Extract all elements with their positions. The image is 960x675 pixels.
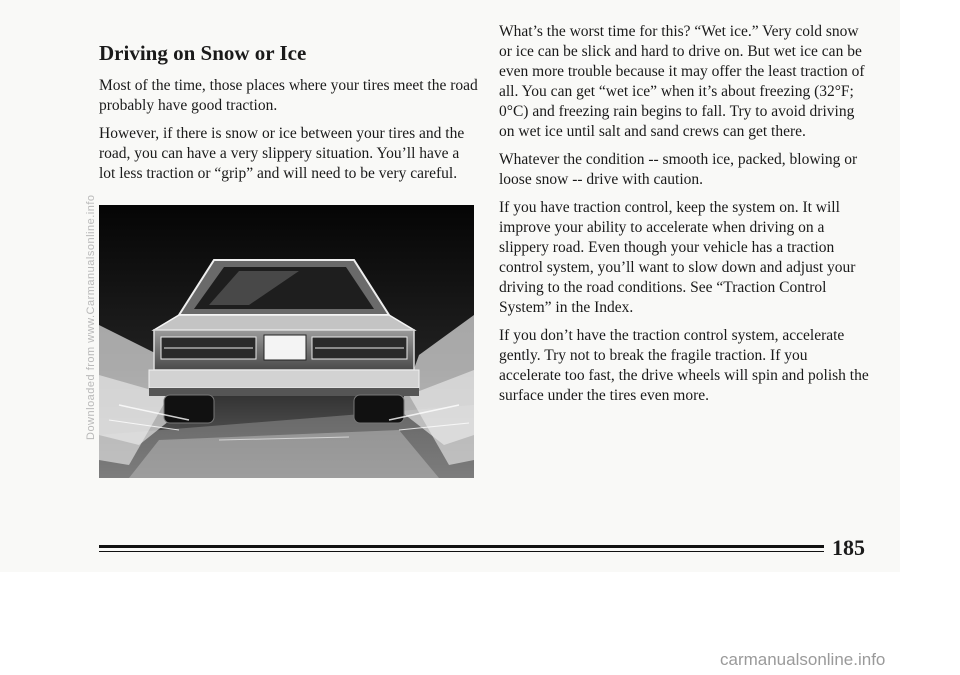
side-watermark: Downloaded from www.Carmanualsonline.info xyxy=(85,194,97,440)
paragraph: However, if there is snow or ice between your tires and the road, you can have a very slippery situation. You’ll have a lot less traction or “grip” and will need to be very careful. xyxy=(99,125,465,182)
site-watermark: carmanualsonline.info xyxy=(720,650,886,669)
paragraph: Most of the time, those places where your tires meet the road probably have good traction. xyxy=(99,77,478,114)
paragraph: Whatever the condition -- smooth ice, packed, blowing or loose snow -- drive with caution. xyxy=(499,151,858,188)
footer-rule-thin xyxy=(99,551,824,552)
left-column xyxy=(99,40,479,192)
footer-rule xyxy=(99,545,824,548)
car-on-ice-illustration xyxy=(99,205,474,478)
right-column xyxy=(499,22,871,414)
section-heading: Driving on Snow or Ice xyxy=(99,41,307,65)
paragraph: What’s the worst time for this? “Wet ice.” Very cold snow or ice can be slick and hard to drive on. But wet ice can be even more trouble because it may offer the least traction of all. You can get “wet ice” when it’s about freezing (32°F; 0°C) and freezing rain begins to fall. Try to avoid driving on wet ice until salt and sand crews can get there. xyxy=(499,23,865,140)
page-number: 185 xyxy=(832,535,865,560)
paragraph: If you have traction control, keep the system on. It will improve your ability to accelerate when driving on a slippery road. Even though your vehicle has a traction control system, you’ll want to slow down and adjust your driving to the road conditions. See “Traction Control System” in the Index. xyxy=(499,199,856,316)
paragraph: If you don’t have the traction control system, accelerate gently. Try not to break the fragile traction. If you accelerate too fast, the drive wheels will spin and polish the surface under the tires even more. xyxy=(499,327,869,404)
